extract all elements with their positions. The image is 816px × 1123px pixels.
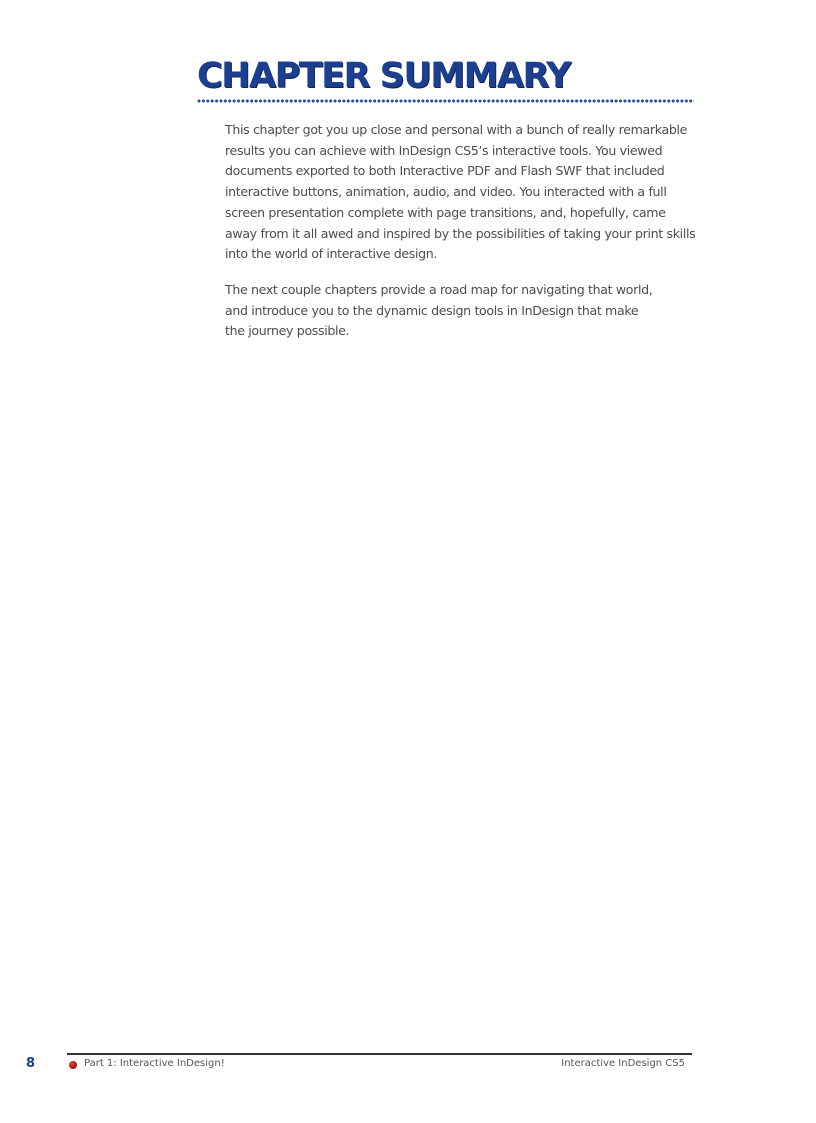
- chapter-title: CHAPTER SUMMARY: [197, 56, 570, 96]
- footer-book-title: Interactive InDesign CS5: [561, 1058, 685, 1069]
- footer-section-label: Part 1: Interactive InDesign!: [84, 1058, 225, 1069]
- dotted-divider: [197, 99, 694, 103]
- summary-paragraph-2: The next couple chapters provide a road map for navigating that world, and introduce you to the dynamic design tools in InDesign that make the journey possible.: [225, 282, 653, 339]
- page-number: 8: [26, 1056, 36, 1071]
- summary-paragraph-1: This chapter got you up close and personal with a bunch of really remarkable results you can achieve with InDesign CS5’s interactive tools. You viewed documents exported to both Interactive PDF and Flash SWF that included interactive buttons, animation, audio, and video. You interacted with a full screen presentation complete with page transitions, and, hopefully, came away from it all awed and inspired by the possibilities of taking your print skills into the world of interactive design.: [225, 122, 696, 262]
- bullet-dot-icon: [69, 1061, 77, 1069]
- footer-divider: [67, 1053, 692, 1055]
